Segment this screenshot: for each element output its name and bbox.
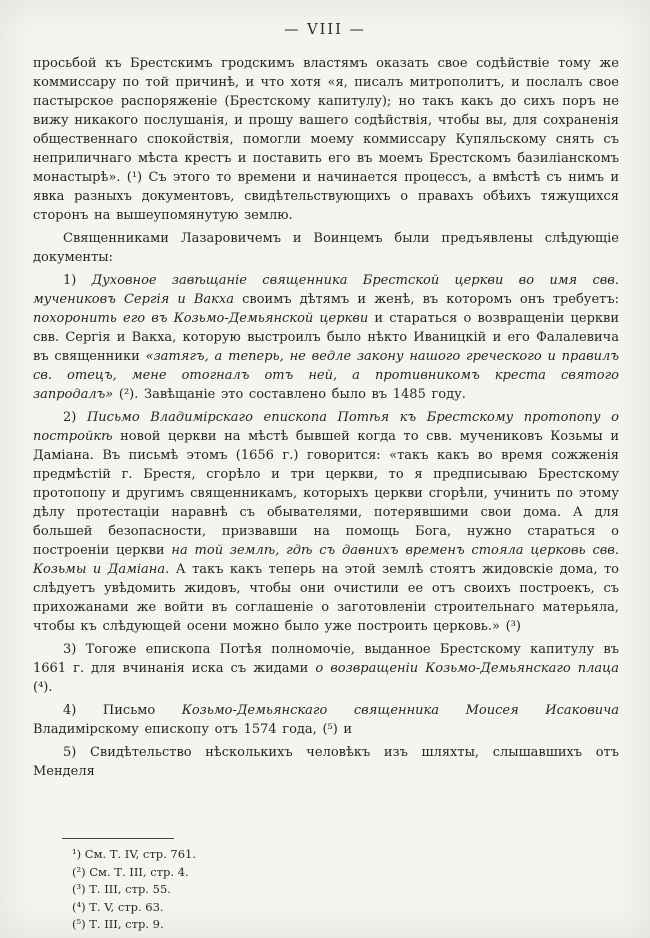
- text-run: (²). Завѣщаніе это составлено было въ 1485 году.: [113, 387, 466, 402]
- page-body: [33, 54, 619, 781]
- italic-run: Духовное завѣщаніе священника Брестской церкви во имя свв. мучениковъ Сергія и Вакха: [33, 273, 619, 307]
- text-run: 4) Письмо: [63, 703, 182, 718]
- paragraph: [33, 271, 619, 404]
- text-run: 2): [63, 410, 87, 425]
- italic-run: Козьмо-Демьянскаго священника Моисея Исаковича: [181, 703, 620, 718]
- paragraph: [33, 54, 619, 225]
- footnotes-section: [62, 838, 602, 934]
- text-run: новой церкви на мѣстѣ бывшей когда то свв. мучениковъ Козьмы и Даміана. Въ письмѣ этомъ (1656 г.) говорится: «такъ какъ во время сожженія предмѣстій г. Брестя, сгорѣло и три церкви, то я предписываю Брестскому протопопу и другимъ священникамъ, которыхъ церкви сгорѣли, учинить по этому дѣлу протестаціи наравнѣ съ обывателями, потерявшими свои дома. А для большей безопасности, призвавши на помощь Бога, нужно стараться о построеніи церкви: [33, 429, 619, 558]
- italic-run: Письмо Владимірскаго епископа Потѣя къ Брестскому протопопу о постройкѣ: [33, 410, 619, 444]
- text-run: 3) Тогоже епископа Потѣя полномочіе, выданное Брестскому капитулу въ 1661 г. для вчинанія иска съ жидами: [33, 642, 619, 676]
- page-number: — VIII —: [284, 22, 366, 38]
- text-run: Священниками Лазаровичемъ и Воинцемъ были предъявлены слѣдующіе документы:: [33, 231, 619, 265]
- text-run: Владимірскому епископу отъ 1574 года, (⁵) и: [33, 722, 353, 737]
- paragraph: [33, 743, 619, 781]
- text-run: и стараться о возвращеніи церкви свв. Сергія и Вакха, которую выстроилъ было нѣкто Иваницкій и его Фалалевича въ священники: [33, 311, 620, 364]
- text-run: своимъ дѣтямъ и женѣ, въ которомъ онъ требуетъ:: [242, 292, 619, 307]
- italic-run: о возвращеніи Козьмо-Демьянскаго плаца: [315, 661, 619, 676]
- paragraph: [33, 640, 619, 697]
- italic-run: на той землѣ, гдѣ съ давнихъ временъ стояла церковь свв. Козьмы и Даміана: [33, 543, 619, 577]
- text-run: . А такъ какъ теперь на этой землѣ стоятъ жидовскіе дома, то слѣдуетъ увѣдомить жидовъ, чтобы они очистили ее отъ своихъ построекъ, съ прихожанами же войти въ соглашеніе о заготовленіи строительнаго матерьяла, чтобы къ слѣдующей осени можно было уже построить церковь.» (³): [33, 562, 619, 634]
- footnote: (⁴) Т. V, стр. 63.: [72, 899, 164, 914]
- footnote: (³) Т. III, стр. 55.: [72, 882, 171, 896]
- paragraph: [33, 408, 619, 636]
- paragraph: [33, 701, 619, 739]
- footnote: (²) См. Т. III, стр. 4.: [72, 864, 189, 879]
- text-run: (⁴).: [33, 680, 53, 695]
- paragraph: [33, 229, 619, 267]
- footnote-divider: [62, 838, 174, 839]
- text-run: просьбой къ Брестскимъ гродскимъ властямъ оказать свое содѣйствіе тому же коммиссару по той причинѣ, и что хотя «я, писалъ митрополитъ, и послалъ свое пастырское распоряженіе (Брестскому капитулу); но такъ какъ до сихъ поръ не вижу никакого послушанія, и прошу вашего содѣйствія, чтобы вы, для сохраненія общественнаго спокойствія, помогли моему коммиссару Купяльскому снять съ неприличнаго мѣста крестъ и поставить его въ моемъ Брестскомъ базиліанскомъ монастырѣ». (¹) Съ этого то времени и начинается процессъ, а вмѣстѣ съ нимъ и явка разныхъ документовъ, свидѣтельствующихъ о правахъ обѣихъ тяжущихся сторонъ на вышеупомянутую землю.: [33, 56, 619, 223]
- italic-run: похоронить его въ Козьмо-Демьянской церкви: [33, 311, 375, 326]
- italic-run: «затягъ, а теперь, не ведле закону нашого греческого и правилъ св. отецъ, мене отогналъ отъ ней, а противникомъ креста святого запродалъ»: [33, 349, 619, 402]
- text-run: 5) Свидѣтельство нѣсколькихъ человѣкъ изъ шляхты, слышавшихъ отъ Менделя: [33, 745, 619, 779]
- footnote: ¹) См. Т. IV, стр. 761.: [72, 847, 197, 861]
- text-run: 1): [63, 273, 92, 288]
- footnotes-list: [62, 846, 602, 934]
- footnote: (⁵) Т. III, стр. 9.: [72, 917, 164, 931]
